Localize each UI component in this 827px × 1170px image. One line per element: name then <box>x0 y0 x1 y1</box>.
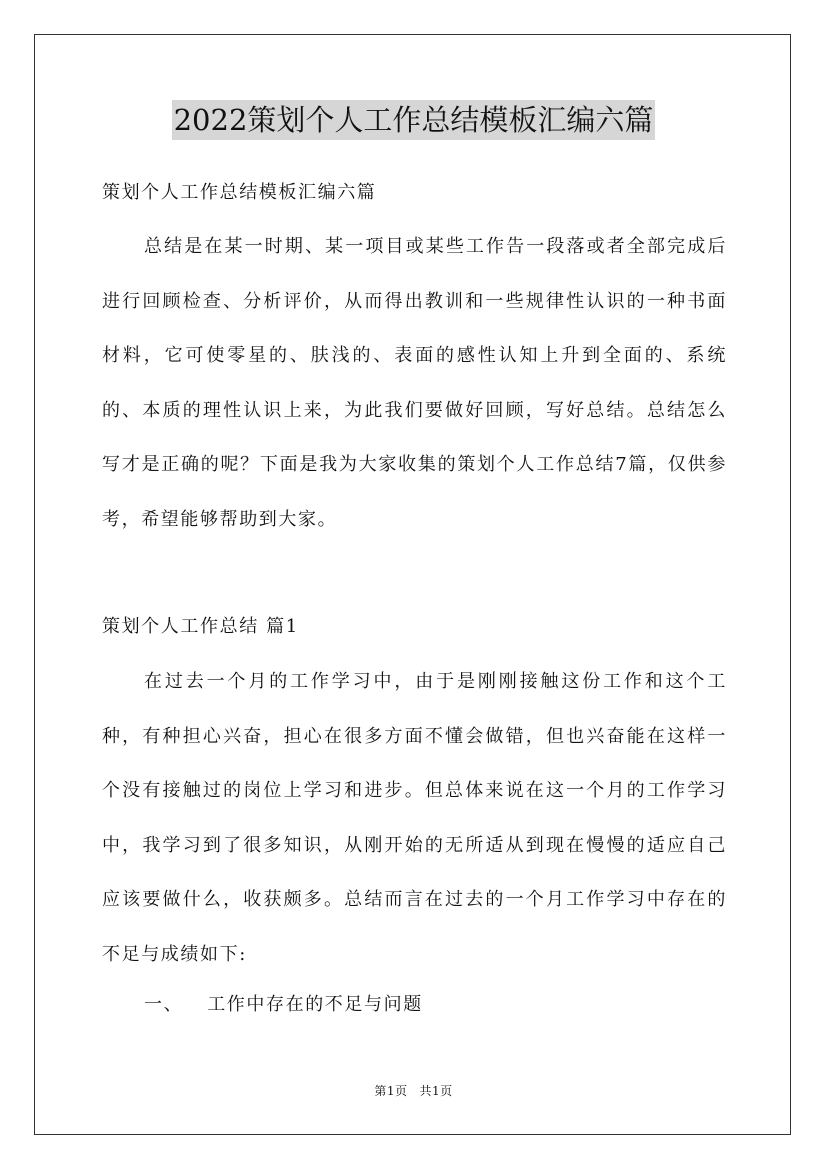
page-footer <box>0 1082 827 1100</box>
list-item <box>144 978 644 1033</box>
list-item-number: 一、 <box>144 994 184 1015</box>
section-heading: 策划个人工作总结 篇1 <box>102 616 299 637</box>
body-paragraph: 在过去一个月的工作学习中，由于是刚刚接触这份工作和这个工种，有种担心兴奋，担心在很多方面不懂会做错，但也兴奋能在这样一个没有接触过的岗位上学习和进步。但总体来说在这一个月的工作学习中，我学习到了很多知识，从刚开始的无所适从到现在慢慢的适应自己应该要做什么，收获颇多。总结而言在过去的一个月工作学习中存在的不足与成绩如下: <box>102 671 727 965</box>
page-total: 共1页 <box>419 1084 453 1098</box>
document-subtitle: 策划个人工作总结模板汇编六篇 <box>102 182 377 203</box>
page-number: 第1页 <box>374 1084 408 1098</box>
document-title: 2022策划个人工作总结模板汇编六篇 <box>172 100 656 140</box>
title-container <box>0 100 827 140</box>
list-item-text: 工作中存在的不足与问题 <box>207 994 423 1015</box>
intro-paragraph: 总结是在某一时期、某一项目或某些工作告一段落或者全部完成后进行回顾检查、分析评价，从而得出教训和一些规律性认识的一种书面材料，它可使零星的、肤浅的、表面的感性认知上升到全面的、系统的、本质的理性认识上来，为此我们要做好回顾，写好总结。总结怎么写才是正确的呢？下面是我为大家收集的策划个人工作总结7篇，仅供参考，希望能够帮助到大家。 <box>102 236 727 530</box>
